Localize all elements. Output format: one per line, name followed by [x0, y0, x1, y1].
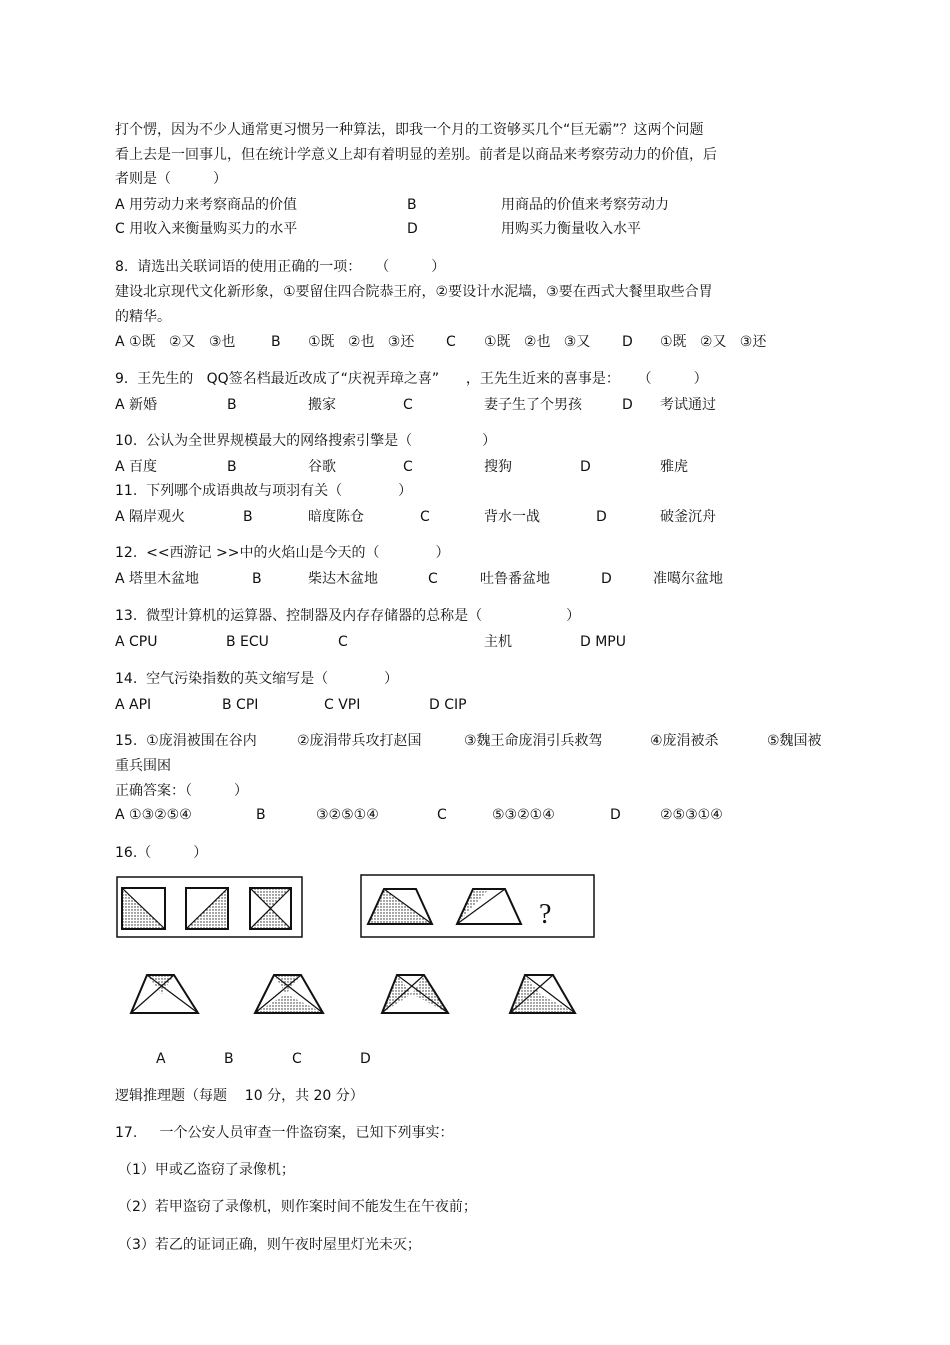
q8-option-b-letter: B	[271, 334, 281, 350]
q15-line-2: 重兵围困	[115, 758, 171, 774]
q11-option-b: 暗度陈仓	[308, 509, 364, 525]
q13-option-c-letter: C	[338, 634, 348, 650]
q16-option-label-d: D	[360, 1051, 371, 1067]
q9-option-c-letter: C	[403, 397, 413, 413]
q11-option-d-letter: D	[596, 509, 607, 525]
q12-option-a: A 塔里木盆地	[115, 571, 200, 587]
q9-option-a: A 新婚	[115, 397, 158, 413]
q16-option-figure-c	[382, 975, 448, 1013]
q8-option-a: A ①既 ②又 ③也	[115, 334, 236, 350]
q14-option-b: B CPI	[222, 697, 259, 713]
q7-option-b-letter: B	[407, 197, 417, 213]
q15-stem-item-5: ⑤魏国被	[767, 733, 822, 749]
q12-option-d: 准噶尔盆地	[653, 571, 723, 587]
q9-option-c: 妻子生了个男孩	[484, 397, 582, 413]
q7-option-d-letter: D	[407, 221, 418, 237]
q15-stem-item-4: ④庞涓被杀	[650, 733, 719, 749]
q7-option-b: 用商品的价值来考察劳动力	[501, 197, 669, 213]
q14-stem: 14. 空气污染指数的英文缩写是（ ）	[115, 671, 399, 687]
q15-option-d-letter: D	[610, 807, 621, 823]
q17-stem: 17. 一个公安人员审查一件盗窃案，已知下列事实：	[115, 1125, 454, 1141]
q15-option-d: ②⑤③①④	[660, 807, 723, 823]
q12-option-b: 柴达木盆地	[308, 571, 378, 587]
q17-fact-2: （2）若甲盗窃了录像机，则作案时间不能发生在午夜前；	[118, 1199, 477, 1215]
q15-option-c-letter: C	[437, 807, 447, 823]
q9-option-d: 考试通过	[660, 397, 716, 413]
q15-answer: 正确答案：（ ）	[115, 783, 248, 799]
q11-option-c-letter: C	[420, 509, 430, 525]
q17-fact-1: （1）甲或乙盗窃了录像机；	[118, 1162, 295, 1178]
q11-option-d: 破釜沉舟	[660, 509, 716, 525]
q16-square-2	[186, 888, 228, 929]
q10-option-d-letter: D	[580, 459, 591, 475]
q10-option-b-letter: B	[227, 459, 237, 475]
q16-option-label-c: C	[292, 1051, 302, 1067]
q16-option-figure-b	[255, 975, 323, 1013]
q11-stem: 11. 下列哪个成语典故与项羽有关（ ）	[115, 483, 413, 499]
q9-option-b-letter: B	[227, 397, 237, 413]
q10-stem: 10. 公认为全世界规模最大的网络搜索引擎是（ ）	[115, 433, 497, 449]
q10-option-a: A 百度	[115, 459, 158, 475]
q8-option-c: ①既 ②也 ③又	[484, 334, 591, 350]
q7-line-2: 看上去是一回事儿，但在统计学意义上却有着明显的差别。前者是以商品来考察劳动力的价值，后	[115, 147, 717, 163]
q7-line-1: 打个愣，因为不少人通常更习惯另一种算法，即我一个月的工资够买几个“巨无霸”？这两个问题	[115, 122, 704, 138]
q14-option-c: C VPI	[324, 697, 361, 713]
q16-figure	[110, 870, 610, 1020]
q11-option-a: A 隔岸观火	[115, 509, 186, 525]
q17-fact-3: （3）若乙的证词正确，则午夜时屋里灯光未灭；	[118, 1237, 421, 1253]
q16-trapezoid-2	[457, 889, 521, 924]
q7-line-3: 者则是（ ）	[115, 171, 227, 187]
q13-option-b: B ECU	[226, 634, 269, 650]
q15-option-b-letter: B	[256, 807, 266, 823]
q16-square-1	[122, 888, 165, 929]
q10-option-b: 谷歌	[308, 459, 336, 475]
q15-option-a: A ①③②⑤④	[115, 807, 192, 823]
q13-option-c: 主机	[484, 634, 512, 650]
q10-option-d: 雅虎	[660, 459, 688, 475]
q15-stem-item-1: 15. ①庞涓被围在谷内	[115, 733, 257, 749]
q8-stem: 8. 请选出关联词语的使用正确的一项： （ ）	[115, 259, 446, 275]
q9-option-d-letter: D	[622, 397, 633, 413]
q16-square-3	[250, 888, 291, 929]
q15-option-c: ⑤③②①④	[492, 807, 555, 823]
q14-option-a: A API	[115, 697, 152, 713]
q12-option-b-letter: B	[252, 571, 262, 587]
q9-option-b: 搬家	[308, 397, 336, 413]
q16-option-figure-a	[131, 975, 198, 1013]
q16-option-label-a: A	[156, 1051, 166, 1067]
q11-option-b-letter: B	[243, 509, 253, 525]
q11-option-c: 背水一战	[484, 509, 540, 525]
q12-option-c: 吐鲁番盆地	[480, 571, 550, 587]
q8-option-b: ①既 ②也 ③还	[308, 334, 415, 350]
q9-stem: 9. 王先生的 QQ签名档最近改成了“庆祝弄璋之喜” ，王先生近来的喜事是： （ ）	[115, 371, 708, 387]
q16-option-figure-d	[510, 975, 575, 1013]
q7-option-a: A 用劳动力来考察商品的价值	[115, 197, 298, 213]
q16-question-mark: ?	[539, 899, 552, 930]
q13-option-a: A CPU	[115, 634, 158, 650]
q8-option-c-letter: C	[446, 334, 456, 350]
q12-option-c-letter: C	[428, 571, 438, 587]
q8-option-d: ①既 ②又 ③还	[660, 334, 767, 350]
q8-option-d-letter: D	[622, 334, 633, 350]
q12-stem: 12. <<西游记 >>中的火焰山是今天的（ ）	[115, 545, 450, 561]
q16-stem: 16.（ ）	[115, 845, 208, 861]
q14-option-d: D CIP	[429, 697, 467, 713]
q15-stem-item-3: ③魏王命庞涓引兵救驾	[464, 733, 603, 749]
q12-option-d-letter: D	[601, 571, 612, 587]
q7-option-c: C 用收入来衡量购买力的水平	[115, 221, 298, 237]
q16-trapezoid-1	[368, 889, 432, 924]
q13-stem: 13. 微型计算机的运算器、控制器及内存存储器的总称是（ ）	[115, 608, 581, 624]
q8-line-1: 建设北京现代文化新形象，①要留住四合院恭王府，②要设计水泥墙，③要在西式大餐里取些合胃	[115, 284, 713, 300]
q16-option-label-b: B	[224, 1051, 234, 1067]
q10-option-c: 搜狗	[484, 459, 512, 475]
q8-line-2: 的精华。	[115, 309, 171, 325]
q15-option-b: ③②⑤①④	[316, 807, 379, 823]
q7-option-d: 用购买力衡量收入水平	[501, 221, 641, 237]
section-title: 逻辑推理题（每题 10 分，共 20 分）	[115, 1088, 364, 1104]
q15-stem-item-2: ②庞涓带兵攻打赵国	[297, 733, 422, 749]
q10-option-c-letter: C	[403, 459, 413, 475]
q13-option-d: D MPU	[580, 634, 626, 650]
